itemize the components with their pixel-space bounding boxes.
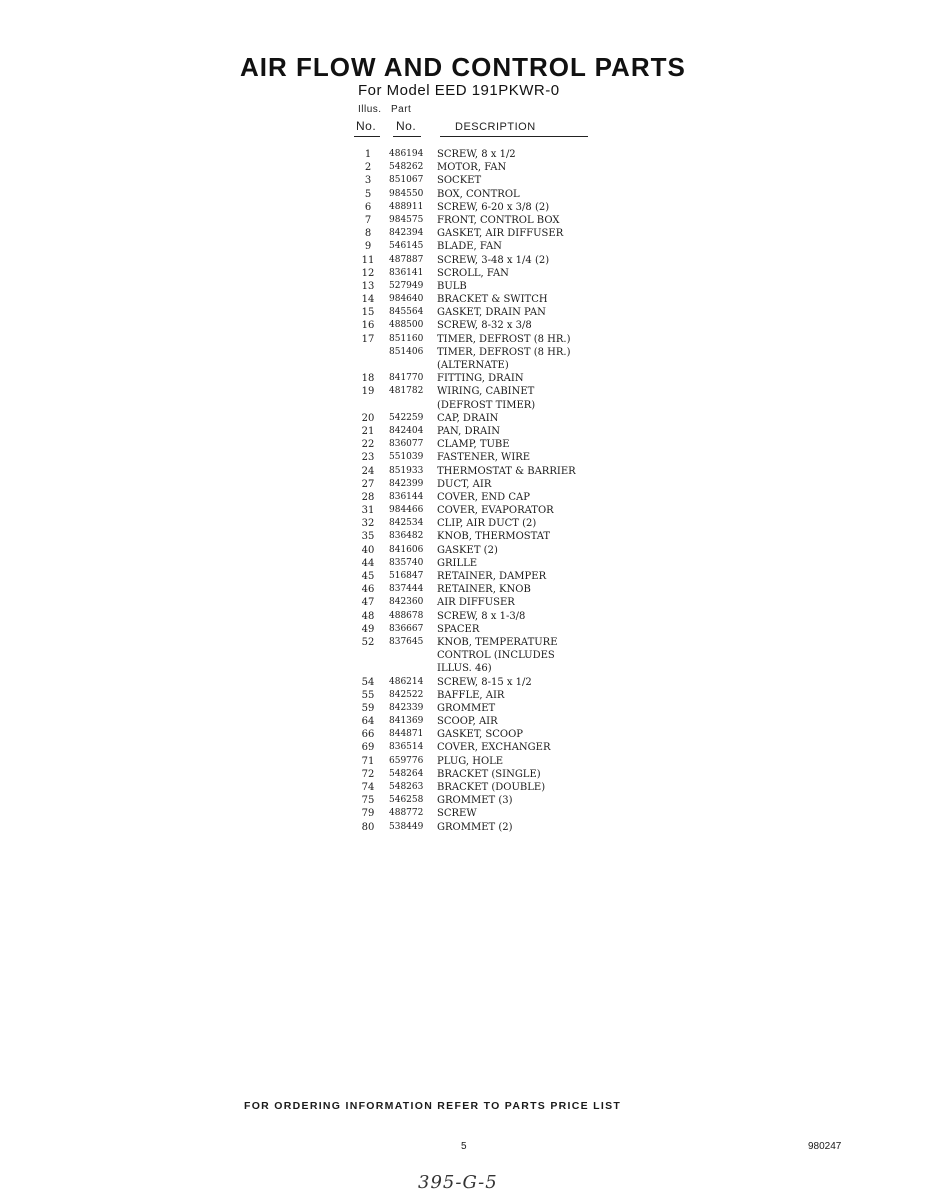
part-description: BAFFLE, AIR	[437, 689, 505, 701]
part-description: TIMER, DEFROST (8 HR.)	[437, 346, 571, 358]
part-description: TIMER, DEFROST (8 HR.)	[437, 333, 571, 345]
table-row	[358, 174, 618, 187]
table-row	[358, 530, 618, 543]
table-row	[358, 636, 618, 649]
part-number: 481782	[389, 386, 424, 397]
part-description: SCREW, 3-48 x 1/4 (2)	[437, 254, 550, 266]
table-row	[358, 544, 618, 557]
part-description: GRILLE	[437, 557, 478, 569]
part-number: 842360	[389, 597, 424, 608]
illus-number: 44	[361, 557, 375, 569]
part-number: 488911	[389, 201, 424, 212]
illus-number: 12	[361, 267, 375, 279]
illus-number: 74	[361, 782, 375, 793]
illus-number: 79	[361, 808, 375, 820]
table-row	[358, 280, 618, 293]
table-row	[358, 359, 618, 372]
part-description: PAN, DRAIN	[437, 425, 500, 437]
table-row	[358, 227, 618, 240]
part-description: GASKET (2)	[437, 544, 498, 556]
part-number: 842534	[389, 518, 424, 529]
illus-number: 16	[361, 320, 375, 332]
part-number: 984550	[389, 188, 424, 199]
illus-number: 23	[361, 452, 375, 464]
col-header-illus-no: No.	[356, 119, 377, 133]
illus-number: 21	[361, 425, 375, 437]
part-description: SCOOP, AIR	[437, 716, 498, 728]
part-number: 486214	[389, 676, 424, 687]
header-rule-illus	[354, 136, 380, 137]
table-row	[358, 728, 618, 741]
illus-number: 18	[361, 373, 375, 385]
part-description: BRACKET & SWITCH	[437, 294, 548, 306]
part-number: 487887	[389, 254, 424, 265]
illus-number: 71	[361, 755, 375, 767]
part-number: 486194	[389, 149, 424, 159]
illus-number: 80	[361, 821, 375, 833]
part-number: 836141	[389, 267, 424, 278]
illus-number: 31	[361, 505, 375, 517]
table-row	[358, 610, 618, 623]
table-row	[358, 267, 618, 280]
table-row	[358, 807, 618, 820]
table-row	[358, 794, 618, 807]
part-description: BRACKET (DOUBLE)	[437, 782, 546, 793]
part-number: 836077	[389, 439, 424, 450]
col-header-description: DESCRIPTION	[455, 121, 536, 133]
part-description: SCREW, 6-20 x 3/8 (2)	[437, 201, 550, 213]
part-description: KNOB, THERMOSTAT	[437, 531, 551, 543]
illus-number: 17	[361, 333, 375, 345]
part-number: 542259	[389, 412, 424, 423]
illus-number: 28	[361, 491, 375, 503]
page-title: AIR FLOW AND CONTROL PARTS	[240, 52, 686, 82]
part-number: 836514	[389, 742, 424, 753]
part-number: 984575	[389, 214, 424, 225]
col-header-part-top: Part	[391, 104, 412, 115]
part-number: 851933	[389, 465, 424, 476]
part-number: 836482	[389, 531, 424, 542]
table-row	[358, 293, 618, 306]
table-row	[358, 188, 618, 201]
table-row	[358, 623, 618, 636]
illus-number: 9	[364, 241, 372, 253]
part-description: (DEFROST TIMER)	[437, 399, 536, 411]
parts-list	[358, 148, 618, 834]
part-description: AIR DIFFUSER	[437, 597, 515, 609]
part-number: 851406	[389, 346, 424, 357]
part-number: 488500	[389, 320, 424, 331]
part-description: GASKET, SCOOP	[437, 729, 524, 741]
table-row	[358, 702, 618, 715]
part-number: 527949	[389, 280, 424, 291]
part-description: SOCKET	[437, 175, 482, 187]
part-description: GASKET, AIR DIFFUSER	[437, 228, 564, 240]
part-description: GROMMET	[437, 702, 496, 714]
part-description: SCREW	[437, 808, 477, 820]
part-number: 837444	[389, 584, 424, 595]
table-row	[358, 583, 618, 596]
part-description: GROMMET (3)	[437, 795, 513, 807]
part-number: 548262	[389, 162, 424, 173]
illus-number: 22	[361, 439, 375, 451]
header-rule-description	[440, 136, 588, 137]
part-number: 837645	[389, 636, 424, 647]
part-number: 548264	[389, 768, 424, 779]
table-row	[358, 557, 618, 570]
illus-number: 5	[364, 188, 372, 200]
table-row	[358, 662, 618, 675]
part-number: 841770	[389, 373, 424, 384]
part-description: (ALTERNATE)	[437, 360, 509, 371]
part-number: 851067	[389, 175, 424, 186]
illus-number: 11	[361, 254, 375, 266]
table-row	[358, 517, 618, 530]
part-number: 842394	[389, 228, 424, 239]
table-row	[358, 438, 618, 451]
part-description: CAP, DRAIN	[437, 412, 499, 424]
part-number: 836144	[389, 491, 424, 502]
table-row	[358, 254, 618, 267]
illus-number: 75	[361, 795, 375, 807]
part-description: MOTOR, FAN	[437, 162, 507, 174]
illus-number: 46	[361, 584, 375, 596]
illus-number: 20	[361, 412, 375, 424]
illus-number: 47	[361, 597, 375, 609]
part-number: 841606	[389, 544, 424, 555]
table-row	[358, 161, 618, 174]
table-row	[358, 346, 618, 359]
page-number: 5	[461, 1141, 467, 1152]
table-row	[358, 649, 618, 662]
part-description: BRACKET (SINGLE)	[437, 768, 541, 780]
col-header-illus-top: Illus.	[358, 104, 382, 115]
part-number: 842404	[389, 425, 424, 436]
illus-number: 15	[361, 307, 375, 319]
illus-number: 48	[361, 610, 375, 622]
illus-number: 3	[364, 175, 372, 187]
ordering-note: FOR ORDERING INFORMATION REFER TO PARTS PRICE LIST	[244, 1100, 622, 1112]
table-row	[358, 689, 618, 702]
part-number: 548263	[389, 782, 424, 792]
part-description: BULB	[437, 280, 467, 292]
part-description: PLUG, HOLE	[437, 755, 504, 767]
part-description: WIRING, CABINET	[437, 386, 535, 398]
part-description: COVER, END CAP	[437, 491, 530, 503]
part-number: 488678	[389, 610, 424, 621]
part-description: SCREW, 8-32 x 3/8	[437, 320, 532, 332]
part-number: 488772	[389, 808, 424, 819]
table-row	[358, 570, 618, 583]
table-row	[358, 240, 618, 253]
part-number: 836667	[389, 623, 424, 634]
table-row	[358, 214, 618, 227]
illus-number: 72	[361, 768, 375, 780]
part-number: 845564	[389, 307, 424, 318]
table-row	[358, 676, 618, 689]
part-description: KNOB, TEMPERATURE	[437, 636, 558, 648]
part-number: 516847	[389, 571, 424, 581]
illus-number: 32	[361, 518, 375, 530]
handwritten-note: 395-G-5	[418, 1172, 498, 1193]
part-description: FRONT, CONTROL BOX	[437, 214, 560, 226]
part-description: SCREW, 8-15 x 1/2	[437, 676, 532, 688]
part-description: COVER, EVAPORATOR	[437, 505, 554, 517]
illus-number: 24	[361, 465, 375, 477]
part-description: DUCT, AIR	[437, 478, 492, 490]
table-row	[358, 465, 618, 478]
part-description: ILLUS. 46)	[437, 663, 492, 675]
part-description: FITTING, DRAIN	[437, 373, 524, 385]
part-number: 984466	[389, 505, 424, 516]
illus-number: 55	[361, 689, 375, 701]
part-number: 659776	[389, 755, 424, 766]
table-row	[358, 715, 618, 728]
part-number: 538449	[389, 821, 424, 832]
illus-number: 52	[361, 636, 375, 648]
part-description: FASTENER, WIRE	[437, 452, 531, 464]
illus-number: 7	[364, 214, 372, 226]
part-number: 842339	[389, 702, 424, 713]
part-description: CLIP, AIR DUCT (2)	[437, 518, 537, 530]
illus-number: 49	[361, 623, 375, 635]
table-row	[358, 306, 618, 319]
part-number: 851160	[389, 333, 424, 344]
illus-number: 40	[361, 544, 375, 556]
illus-number: 54	[361, 676, 375, 688]
header-rule-part	[393, 136, 421, 137]
illus-number: 8	[364, 228, 372, 240]
table-row	[358, 755, 618, 768]
part-description: SPACER	[437, 623, 480, 635]
table-row	[358, 781, 618, 794]
table-row	[358, 319, 618, 332]
illus-number: 45	[361, 571, 375, 582]
part-number: 842522	[389, 689, 424, 700]
model-subtitle: For Model EED 191PKWR-0	[358, 82, 560, 99]
part-description: COVER, EXCHANGER	[437, 742, 551, 754]
table-row	[358, 741, 618, 754]
part-number: 844871	[389, 729, 424, 740]
col-header-part-no: No.	[396, 119, 417, 133]
part-description: CONTROL (INCLUDES	[437, 650, 555, 662]
illus-number: 14	[361, 294, 375, 306]
table-row	[358, 201, 618, 214]
table-row	[358, 399, 618, 412]
table-row	[358, 412, 618, 425]
part-description: RETAINER, KNOB	[437, 584, 531, 596]
illus-number: 59	[361, 702, 375, 714]
part-description: GASKET, DRAIN PAN	[437, 307, 546, 319]
part-description: BLADE, FAN	[437, 241, 502, 253]
illus-number: 64	[361, 716, 375, 728]
table-row	[358, 596, 618, 609]
part-number: 842399	[389, 478, 424, 489]
part-description: THERMOSTAT & BARRIER	[437, 465, 576, 477]
illus-number: 13	[361, 280, 375, 292]
part-number: 835740	[389, 557, 424, 568]
table-row	[358, 385, 618, 398]
part-number: 546145	[389, 241, 424, 252]
part-description: SCREW, 8 x 1-3/8	[437, 610, 526, 622]
illus-number: 19	[361, 386, 375, 398]
table-row	[358, 333, 618, 346]
table-row	[358, 478, 618, 491]
illus-number: 27	[361, 478, 375, 490]
table-row	[358, 504, 618, 517]
part-number: 551039	[389, 452, 424, 463]
table-row	[358, 491, 618, 504]
part-description: SCREW, 8 x 1/2	[437, 149, 516, 160]
part-number: 984640	[389, 294, 424, 305]
part-description: SCROLL, FAN	[437, 267, 509, 279]
table-row	[358, 768, 618, 781]
table-row	[358, 425, 618, 438]
illus-number: 6	[364, 201, 372, 213]
part-description: CLAMP, TUBE	[437, 439, 510, 451]
part-number: 841369	[389, 716, 424, 727]
part-description: RETAINER, DAMPER	[437, 571, 547, 582]
illus-number: 35	[361, 531, 375, 543]
part-description: GROMMET (2)	[437, 821, 513, 833]
table-row	[358, 148, 618, 161]
illus-number: 1	[364, 149, 372, 160]
table-row	[358, 821, 618, 834]
table-row	[358, 451, 618, 464]
table-row	[358, 372, 618, 385]
illus-number: 2	[364, 162, 372, 174]
illus-number: 69	[361, 742, 375, 754]
part-number: 546258	[389, 795, 424, 806]
illus-number: 66	[361, 729, 375, 741]
part-description: BOX, CONTROL	[437, 188, 520, 200]
document-code: 980247	[808, 1141, 842, 1152]
